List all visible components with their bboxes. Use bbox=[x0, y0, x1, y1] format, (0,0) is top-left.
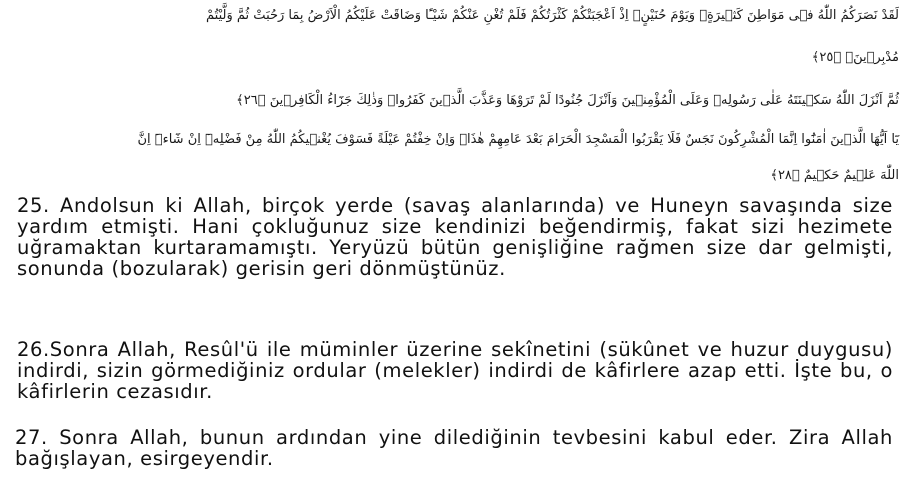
arabic-verse-28-line-1: يَٓا اَيُّهَا الَّذٖينَ اٰمَنُٓوا اِنَّمَا الْمُشْرِكُونَ نَجَسٌ فَلَا يَقْرَبُوا الْمَسْجِدَ الْحَرَامَ بَعْدَ عَامِهِمْ هٰذَاۚ وَاِنْ خِفْتُمْ عَيْلَةً فَسَوْفَ يُغْنٖيكُمُ اللّٰهُ مِنْ فَضْلِهٖٓ اِنْ شَٓاءَۜ اِنَّ bbox=[137, 132, 899, 147]
arabic-verse-28-line-2: اللّٰهَ عَلٖيمٌ حَكٖيمٌ ﴿٢٨﴾ bbox=[770, 168, 899, 183]
arabic-verse-26: ثُمَّ اَنْزَلَ اللّٰهُ سَكٖينَتَهُ عَلٰى رَسُولِهٖ وَعَلَى الْمُؤْمِنٖينَ وَاَنْزَلَ جُنُودًا لَمْ تَرَوْهَا وَعَذَّبَ الَّذٖينَ كَفَرُواۜ وَذٰلِكَ جَزَٓاءُ الْكَافِرٖينَ ﴿٢٦﴾ bbox=[236, 93, 899, 108]
translation-verse-25: 25. Andolsun ki Allah, birçok yerde (savaş alanlarında) ve Huneyn savaşında size yardım etmişti. Hani çokluğunuz size kendinizi beğendirmiş, fakat sizi hezimete uğramaktan kurtaramamıştı. Yeryüzü bütün genişliğine rağmen size dar gelmişti, sonunda (bozularak) gerisin geri dönmüştünüz. bbox=[17, 194, 893, 280]
translation-verse-26: 26.Sonra Allah, Resûl'ü ile müminler üzerine sekînetini (sükûnet ve huzur duygusu) indirdi, sizin görmediğiniz ordular (melekler) indirdi de kâfirlere azap etti. İşte bu, o kâfirlerin cezasıdır. bbox=[17, 338, 893, 403]
arabic-verse-25-line-1: لَقَدْ نَصَرَكُمُ اللّٰهُ فٖى مَوَاطِنَ كَثٖيرَةٍۙ وَيَوْمَ حُنَيْنٍۙ اِذْ اَعْجَبَتْكُمْ كَثْرَتُكُمْ فَلَمْ تُغْنِ عَنْكُمْ شَيْـًٔا وَضَاقَتْ عَلَيْكُمُ الْاَرْضُ بِمَا رَحُبَتْ ثُمَّ وَلَّيْتُمْ bbox=[206, 8, 899, 23]
arabic-verse-25-line-2: مُدْبِرٖينَۚ ﴿٢٥﴾ bbox=[811, 50, 899, 65]
translation-verse-27: 27. Sonra Allah, bunun ardından yine dilediğinin tevbesini kabul eder. Zira Allah bağışlayan, esirgeyendir. bbox=[15, 426, 893, 470]
